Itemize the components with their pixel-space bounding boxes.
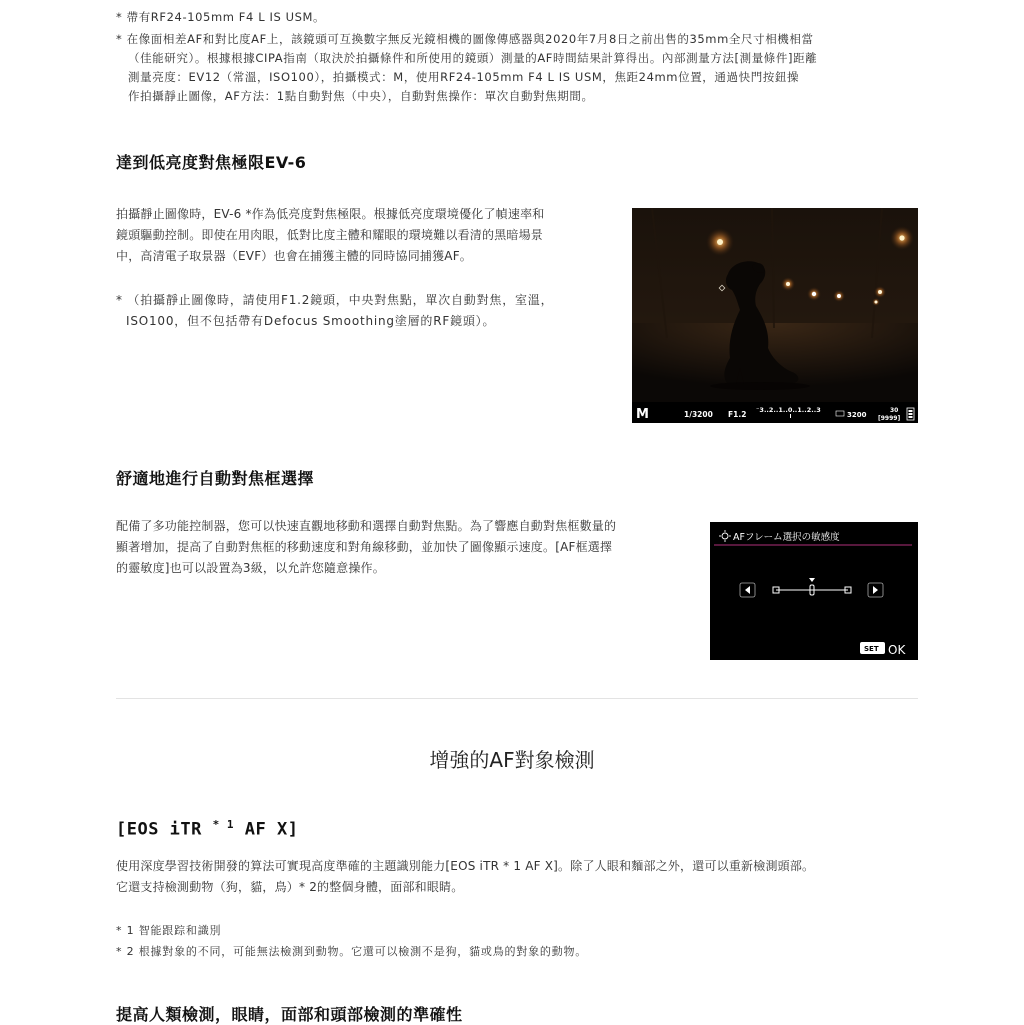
section-title-itr: [116, 818, 298, 840]
itr-desc-line1: 使用深度學習技術開發的算法可實現高度準確的主題識別能力[EOS iTR * 1 AF X]。除了人眼和麵部之外，還可以重新檢測頭部。: [116, 859, 815, 873]
ev6-description: [116, 204, 616, 267]
note-lens: * 帶有RF24-105mm F4 L IS USM。: [116, 10, 326, 24]
ev6-desc-line2: 鏡頭驅動控制。即使在用肉眼，低對比度主體和耀眼的環境難以看清的黑暗場景: [116, 228, 544, 242]
low-light-dog-photo: [632, 208, 918, 423]
ev6-desc-line1: 拍攝靜止圖像時，EV-6 *作為低亮度對焦極限。根據低亮度環境優化了幀速率和: [116, 207, 545, 221]
itr-title-end: AF X]: [244, 819, 299, 840]
ev6-footnote-line1: * （拍攝靜止圖像時，請使用F1.2鏡頭，中央對焦點，單次自動對焦，室溫，: [116, 293, 554, 307]
itr-footnote-2: * 2 根據對象的不同，可能無法檢測到動物。它還可以檢測不是狗，貓或鳥的對象的動物。: [116, 945, 588, 958]
itr-title-sup: * 1: [212, 818, 235, 831]
section-title-ev6: 達到低亮度對焦極限EV-6: [116, 153, 307, 172]
ev6-desc-line3: 中，高清電子取景器（EVF）也會在捕獲主體的同時協同捕獲AF。: [116, 249, 473, 263]
overlay-mode: M: [636, 407, 649, 422]
af-select-description: [116, 516, 696, 579]
af-select-desc-line3: 的靈敏度]也可以設置為3級，以允許您隨意操作。: [116, 561, 385, 575]
overlay-shutter: 1/3200: [684, 410, 713, 419]
itr-footnote-1: * 1 智能跟踪和識別: [116, 924, 222, 937]
overlay-iso: 3200: [847, 411, 867, 419]
center-title: 增強的AF對象檢測: [429, 748, 595, 772]
arrow-right-icon: [868, 583, 883, 597]
overlay-buffer: [9999]: [878, 415, 901, 422]
note-af-speed: [116, 30, 916, 106]
overlay-aperture: F1.2: [728, 410, 747, 419]
note-af-speed-line4: 作拍攝靜止圖像，AF方法：1點自動對焦（中央），自動對焦操作：單次自動對焦期間。: [128, 89, 594, 103]
arrow-left-icon: [740, 583, 755, 597]
ev6-footnote-line2: ISO100，但不包括帶有Defocus Smoothing塗層的RF鏡頭）。: [126, 314, 496, 328]
note-af-speed-line3: 測量亮度：EV12（常溫，ISO100），拍攝模式：M，使用RF24-105mm F4 L IS USM，焦距24mm位置，通過快門按鈕操: [128, 70, 800, 84]
overlay-shots: 30: [890, 407, 899, 414]
menu-set-label: SET: [864, 645, 879, 653]
af-sensitivity-menu-screen: [710, 522, 918, 660]
ev6-footnote: [116, 290, 616, 332]
itr-desc-line2: 它還支持檢測動物（狗，貓，鳥）* 2的整個身體，面部和眼睛。: [116, 880, 464, 894]
af-select-desc-line1: 配備了多功能控制器，您可以快速直觀地移動和選擇自動對焦點。為了響應自動對焦框數量的: [116, 519, 617, 533]
itr-footnotes: [116, 920, 936, 962]
section-divider: [116, 698, 918, 699]
menu-title: AFフレーム選択の敏感度: [733, 532, 840, 543]
af-frame-icon: [719, 530, 731, 542]
itr-description: [116, 856, 936, 898]
overlay-exposure-scale: ⁻3..2..1..0..1..2..3: [756, 406, 821, 414]
sensitivity-slider: [773, 578, 851, 595]
menu-ok-label: OK: [888, 643, 906, 657]
section-title-human-detection: 提高人類檢測，眼睛，面部和頭部檢測的準確性: [116, 1005, 463, 1024]
af-select-desc-line2: 顯著增加，提高了自動對焦框的移動速度和對角線移動，並加快了圖像顯示速度。[AF框選擇: [116, 540, 613, 554]
itr-title-main: [EOS iTR: [116, 819, 202, 840]
note-af-speed-line1: * 在像面相差AF和對比度AF上，該鏡頭可互換數字無反光鏡相機的圖像傳感器與2020年7月8日之前出售的35mm全尺寸相機相當: [116, 32, 814, 46]
section-title-af-select: 舒適地進行自動對焦框選擇: [116, 469, 315, 488]
note-af-speed-line2: （佳能研究）。根據根據CIPA指南（取決於拍攝條件和所使用的鏡頭）測量的AF時間結果計算得出。內部測量方法[測量條件]距離: [128, 51, 818, 65]
